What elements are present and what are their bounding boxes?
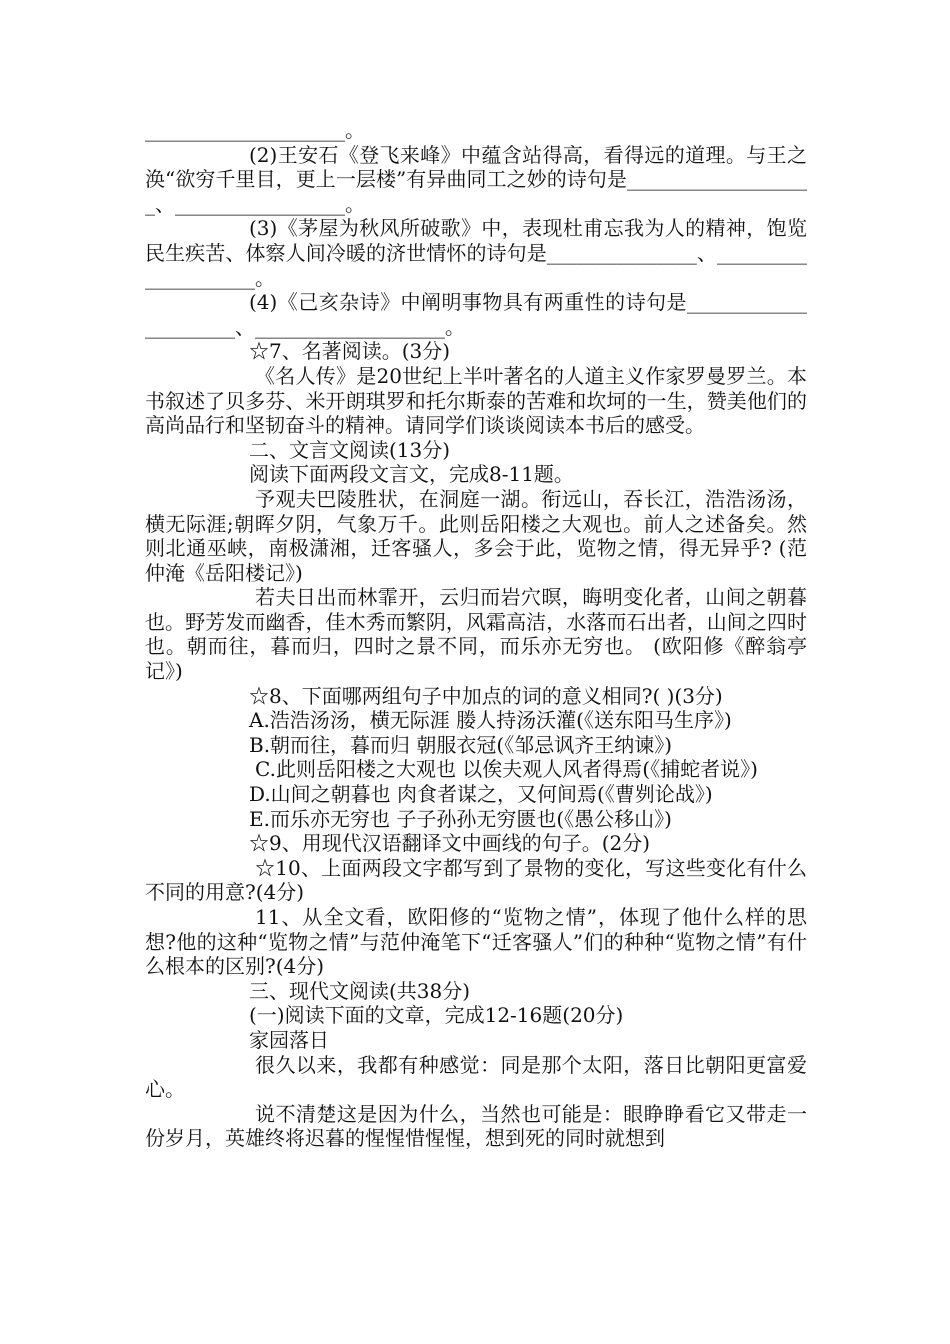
question-6-3: (3)《茅屋为秋风所破歌》中，表现杜甫忘我为人的精神，饱览民生疾苦、体察人间冷暖的济世情怀的诗句是_______________、____________________。: [145, 216, 807, 290]
option-b: B.朝而往，暮而归 朝服衣冠(《邹忌讽齐王纳谏》): [249, 732, 673, 757]
section-2-heading: 二、文言文阅读(13分): [249, 437, 451, 462]
option-c: C.此则岳阳楼之大观也 以俟夫观人风者得焉(《捕蛇者说》): [255, 757, 758, 782]
question-8: ☆8、下面哪两组句子中加点的词的意义相同?( )(3分): [249, 683, 723, 708]
option-e: E.而乐亦无穷也 子子孙孙无穷匮也(《愚公移山》): [249, 806, 672, 831]
section-3-heading: 三、现代文阅读(共38分): [249, 978, 471, 1003]
question-7-body: 《名人传》是20世纪上半叶著名的人道主义作家罗曼罗兰。本书叙述了贝多芬、米开朗琪罗和托尔斯泰的苦难和坎坷的一生，赞美他们的高尚品行和坚韧奋斗的精神。请同学们谈谈阅读本书后的感受。: [145, 363, 807, 438]
option-d: D.山间之朝暮也 肉食者谋之，又何间焉(《曹刿论战》): [249, 782, 713, 807]
article-paragraph-1: 很久以来，我都有种感觉：同是那个太阳，落日比朝阳更富爱心。: [145, 1052, 807, 1102]
article-title: 家园落日: [249, 1027, 329, 1052]
option-a: A.浩浩汤汤，横无际涯 媵人持汤沃灌(《送东阳马生序》): [249, 708, 732, 733]
question-6-4: (4)《己亥杂诗》中阐明事物具有两重性的诗句是_____________________、___________________。: [145, 290, 807, 339]
question-7-heading: ☆7、名著阅读。(3分): [249, 339, 451, 364]
section-3-instruction: (一)阅读下面的文章，完成12-16题(20分): [249, 1003, 624, 1028]
question-6-2: (2)王安石《登飞来峰》中蕴含站得高，看得远的道理。与王之涣“欲穷千里目，更上一层楼”有异曲同工之妙的诗句是___________________、_________________。: [145, 142, 807, 216]
question-9: ☆9、用现代汉语翻译文中画线的句子。(2分): [249, 831, 651, 856]
section-2-instruction: 阅读下面两段文言文，完成8-11题。: [249, 462, 574, 487]
passage-yueyanglou: 予观夫巴陵胜状，在洞庭一湖。衔远山，吞长江，浩浩汤汤，横无际涯;朝晖夕阴，气象万千。此则岳阳楼之大观也。前人之述备矣。然则北通巫峡，南极潇湘，迁客骚人，多会于此，览物之情，得无异乎? (范仲淹《岳阳楼记》): [145, 486, 807, 585]
blank-line: ____________________。: [145, 118, 365, 142]
article-paragraph-2: 说不清楚这是因为什么，当然也可能是：眼睁睁看它又带走一份岁月，英雄终将迟暮的惺惺惜惺惺，想到死的同时就想到: [145, 1101, 807, 1151]
question-10: ☆10、上面两段文字都写到了景物的变化，写这些变化有什么不同的用意?(4分): [145, 855, 807, 905]
question-11: 11、从全文看，欧阳修的“览物之情”，体现了他什么样的思想?他的这种“览物之情”与范仲淹笔下“迁客骚人”们的种种“览物之情”有什么根本的区别?(4分): [145, 905, 807, 979]
passage-zuiwengting: 若夫日出而林霏开，云归而岩穴暝，晦明变化者，山间之朝暮也。野芳发而幽香，佳木秀而繁阴，风霜高洁，水落而石出者，山间之四时也。朝而往，暮而归，四时之景不同，而乐亦无穷也。 (欧阳修《醉翁亭记》): [145, 585, 807, 684]
document-page: [145, 118, 807, 1151]
